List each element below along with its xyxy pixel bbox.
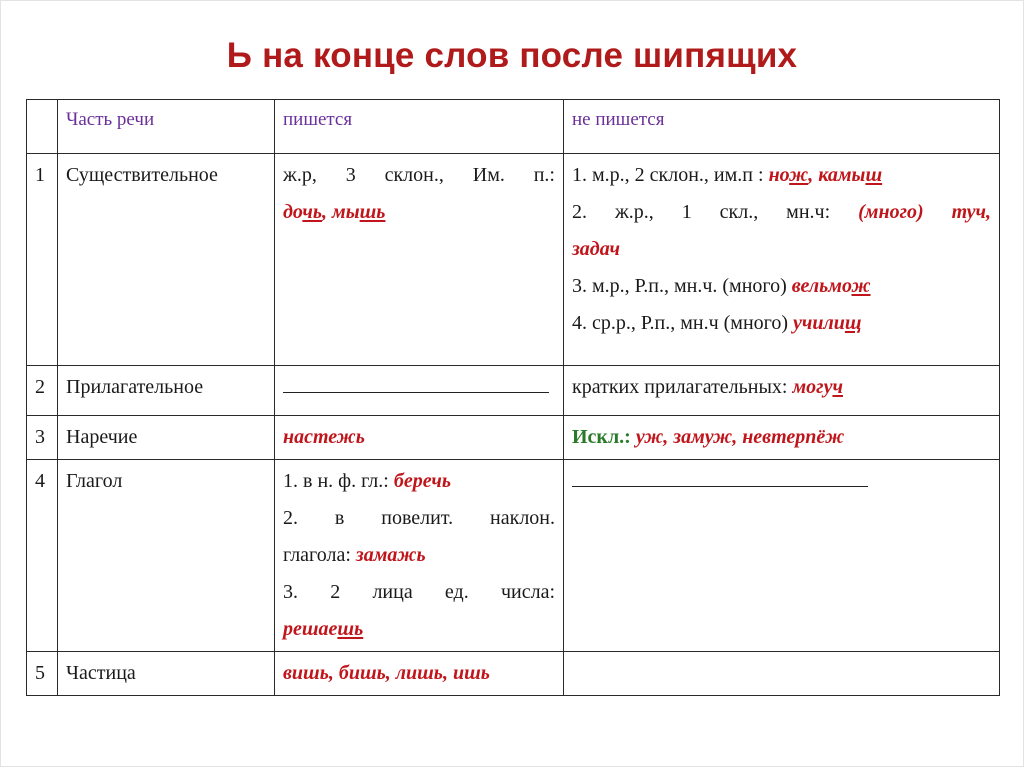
written-cell: вишь, бишь, лишь, ишь [275,652,564,696]
row-number: 2 [27,366,58,416]
header-written: пишется [275,100,564,154]
table-row-verb [27,460,1000,652]
header-not-written: не пишется [564,100,1000,154]
verb-item-1: 1. в н. ф. гл.: беречь [283,470,451,492]
verb-item-3-cont: решаешь [283,618,364,640]
page-title: Ь на конце слов после шипящих [226,36,798,75]
not-written-item-4: 4. ср.р., Р.п., мн.ч (много) училищ [572,312,862,334]
blank-line [283,374,549,393]
table-row-particle [27,652,1000,696]
not-written-cell: кратких прилагательных: могуч [564,366,1000,416]
table-row-adjective [27,366,1000,416]
not-written-item-2-cont: задач [572,238,620,260]
written-cell [275,154,564,366]
row-number: 5 [27,652,58,696]
table-row-noun [27,154,1000,366]
verb-item-2: 2. в повелит. наклон. [283,507,555,529]
row-number: 4 [27,460,58,652]
header-num-cell [27,100,58,154]
not-written-item-2: 2. ж.р., 1 скл., мн.ч: (много) туч, [572,201,991,223]
part-of-speech-cell: Наречие [58,416,275,460]
part-of-speech-cell: Глагол [58,460,275,652]
not-written-cell [564,416,1000,460]
header-part-of-speech: Часть речи [58,100,275,154]
not-written-item-3: 3. м.р., Р.п., мн.ч. (много) вельмож [572,275,871,297]
not-written-cell [564,154,1000,366]
verb-item-3: 3. 2 лица ед. числа: [283,581,555,603]
written-cell [275,460,564,652]
written-examples: дочь, мышь [283,201,386,223]
written-cell [275,366,564,416]
part-of-speech-cell: Частица [58,652,275,696]
written-cell: настежь [275,416,564,460]
row-number: 3 [27,416,58,460]
not-written-cell [564,652,1000,696]
written-rule-text: ж.р, 3 склон., Им. п.: [283,164,555,186]
table-header-row [27,100,1000,154]
row-number: 1 [27,154,58,366]
not-written-cell [564,460,1000,652]
part-of-speech-cell: Прилагательное [58,366,275,416]
table-row-adverb [27,416,1000,460]
part-of-speech-cell: Существительное [58,154,275,366]
verb-item-2-cont: глагола: замажь [283,544,426,566]
exception-label: Искл.: [572,426,631,448]
exception-words: уж, замуж, невтерпёж [635,426,845,448]
not-written-item-1: 1. м.р., 2 склон., им.п : нож, камыш [572,164,883,186]
rules-table [26,99,1000,696]
blank-line [572,468,868,487]
